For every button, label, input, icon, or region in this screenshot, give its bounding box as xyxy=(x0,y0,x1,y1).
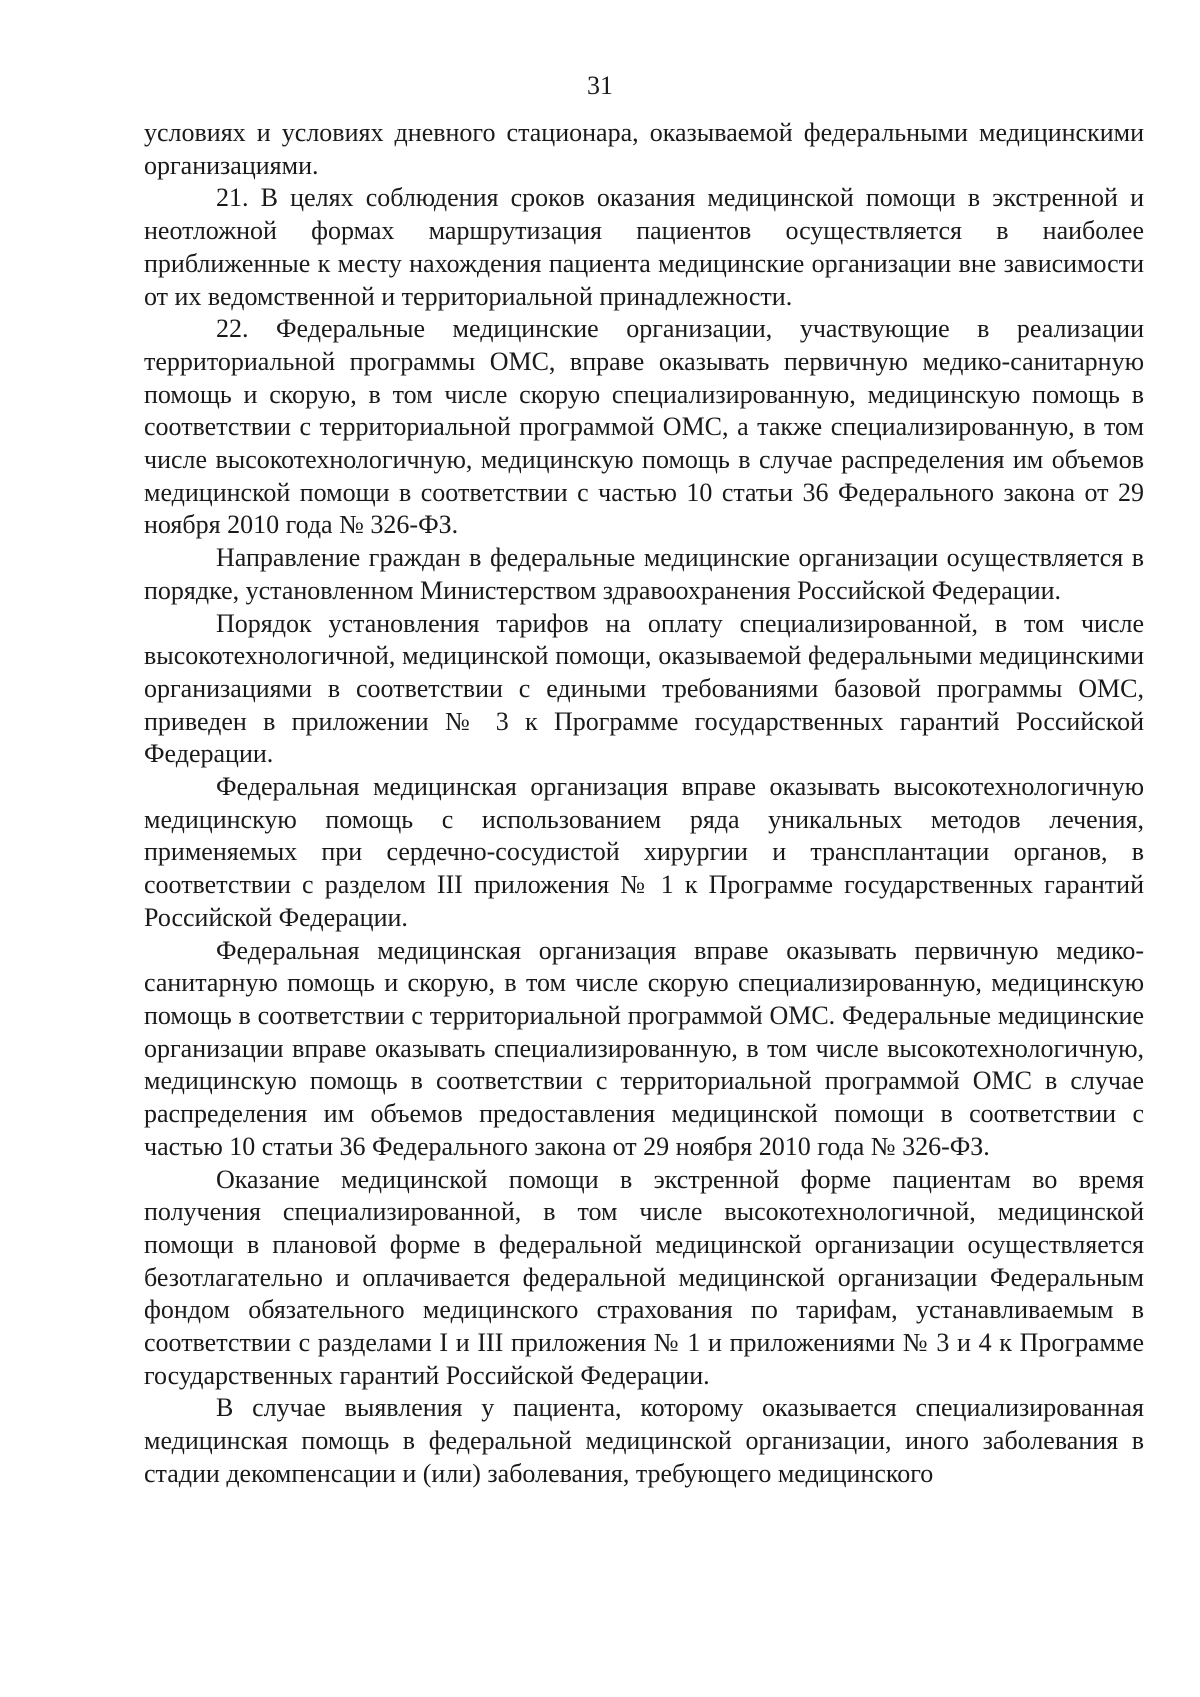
paragraph-referral: Направление граждан в федеральные медицинские организации осуществляется в порядке, установленном Министерством здравоохранения Российской Федерации. xyxy=(144,543,1144,605)
paragraph-tariff-procedure: Порядок установления тарифов на оплату специализированной, в том числе высокотехнологичной, медицинской помощи, оказываемой федеральными медицинскими организациями в соответствии с едиными требованиями базовой программы ОМС, приведен в приложении № 3 к Программе государственных гарантий Российской Федерации. xyxy=(144,608,1144,769)
paragraph-item-22: 22. Федеральные медицинские организации, участвующие в реализации территориальной программы ОМС, вправе оказывать первичную медико-санитарную помощь и скорую, в том числе скорую специализированную, медицинскую помощь в соответствии с территориальной программой ОМС, а также специализированную, в том числе высокотехнологичную, медицинскую помощь в случае распределения им объемов медицинской помощи в соответствии с частью 10 статьи 36 Федерального закона от 29 ноября 2010 года № 326-ФЗ. xyxy=(144,314,1144,540)
document-body xyxy=(144,117,1144,1491)
page-number: 31 xyxy=(587,71,613,100)
paragraph-other-disease: В случае выявления у пациента, которому оказывается специализированная медицинская помощь в федеральной медицинской организации, иного заболевания в стадии декомпенсации и (или) заболевания, требующего медицинского xyxy=(144,1393,1144,1488)
paragraph-primary-care: Федеральная медицинская организация вправе оказывать первичную медико-санитарную помощь и скорую, в том числе скорую специализированную, медицинскую помощь в соответствии с территориальной программой ОМС. Федеральные медицинские организации вправе оказывать специализированную, в том числе высокотехнологичную, медицинскую помощь в соответствии с территориальной программой ОМС в случае распределения им объемов предоставления медицинской помощи в соответствии с частью 10 статьи 36 Федерального закона от 29 ноября 2010 года № 326-ФЗ. xyxy=(144,935,1144,1161)
paragraph-emergency-care: Оказание медицинской помощи в экстренной форме пациентам во время получения специализированной, в том числе высокотехнологичной, медицинской помощи в плановой форме в федеральной медицинской организации осуществляется безотлагательно и оплачивается федеральной медицинской организации Федеральным фондом обязательного медицинского страхования по тарифам, устанавливаемым в соответствии с разделами I и III приложения № 1 и приложениями № 3 и 4 к Программе государственных гарантий Российской Федерации. xyxy=(144,1164,1145,1390)
paragraph-item-21: 21. В целях соблюдения сроков оказания медицинской помощи в экстренной и неотложной формах маршрутизация пациентов осуществляется в наиболее приближенные к месту нахождения пациента медицинские организации вне зависимости от их ведомственной и территориальной принадлежности. xyxy=(144,183,1144,311)
paragraph-high-tech-care: Федеральная медицинская организация вправе оказывать высокотехнологичную медицинскую помощь с использованием ряда уникальных методов лечения, применяемых при сердечно-сосудистой хирургии и трансплантации органов, в соответствии с разделом III приложения № 1 к Программе государственных гарантий Российской Федерации. xyxy=(144,772,1144,932)
paragraph-continuation: условиях и условиях дневного стационара, оказываемой федеральными медицинскими организациями. xyxy=(144,118,1144,180)
